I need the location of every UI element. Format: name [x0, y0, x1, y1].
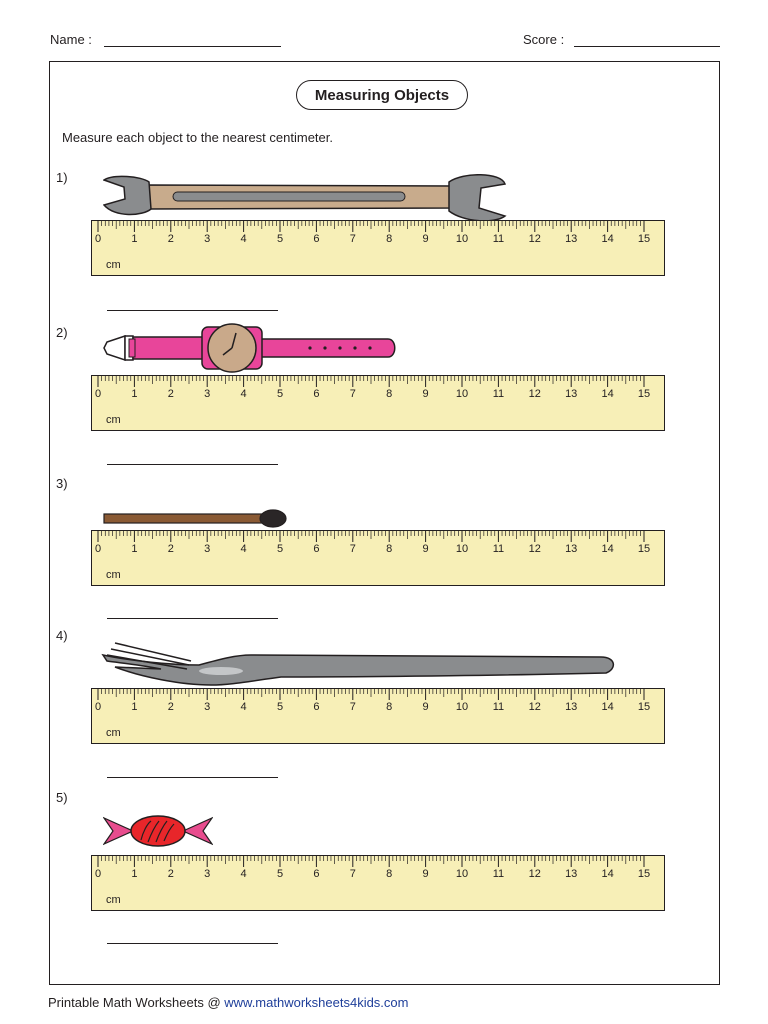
ruler-2	[91, 375, 665, 431]
ruler-tick-label: 7	[349, 233, 356, 245]
answer-field-1[interactable]	[107, 310, 278, 311]
ruler-tick-label: 9	[422, 543, 429, 555]
ruler-unit-label: cm	[106, 259, 121, 271]
ruler-tick-label: 13	[565, 701, 578, 713]
ruler-tick-label: 9	[422, 388, 429, 400]
score-label: Score :	[523, 32, 565, 47]
ruler-unit-label: cm	[106, 894, 121, 906]
ruler-unit-label: cm	[106, 727, 121, 739]
ruler-tick-label: 6	[313, 543, 320, 555]
ruler-tick-label: 12	[528, 233, 541, 245]
ruler-tick-label: 3	[204, 701, 211, 713]
worksheet-title-text: Measuring Objects	[314, 86, 450, 104]
ruler-tick-label: 14	[601, 701, 614, 713]
footer-prefix: Printable Math Worksheets @	[48, 995, 225, 1010]
ruler-tick-label: 0	[94, 233, 102, 245]
fork-icon	[101, 637, 619, 689]
answer-field-5[interactable]	[107, 943, 278, 944]
ruler-tick-label: 0	[94, 388, 102, 400]
question-3-number: 3)	[56, 476, 68, 491]
ruler-tick-label: 11	[492, 868, 505, 880]
ruler-tick-label: 15	[637, 233, 651, 245]
question-2-number: 2)	[56, 325, 68, 340]
name-field[interactable]	[104, 46, 281, 47]
answer-field-3[interactable]	[107, 618, 278, 619]
ruler-unit-label: cm	[106, 569, 121, 581]
ruler-tick-label: 12	[528, 543, 541, 555]
ruler-tick-label: 11	[492, 233, 505, 245]
ruler-tick-label: 3	[204, 233, 211, 245]
ruler-tick-label: 5	[276, 868, 284, 880]
ruler-tick-label: 4	[240, 701, 247, 713]
ruler-tick-label: 12	[528, 701, 541, 713]
ruler-tick-label: 10	[455, 388, 469, 400]
ruler-tick-label: 8	[386, 701, 393, 713]
ruler-tick-label: 8	[386, 388, 393, 400]
ruler-tick-label: 2	[167, 233, 174, 245]
wristwatch-icon	[103, 322, 399, 374]
ruler-tick-label: 12	[528, 388, 541, 400]
ruler-tick-label: 13	[565, 388, 578, 400]
candy-icon	[103, 812, 213, 850]
question-4-number: 4)	[56, 628, 68, 643]
ruler-tick-label: 0	[94, 543, 102, 555]
ruler-tick-label: 8	[386, 868, 393, 880]
ruler-tick-label: 5	[276, 543, 284, 555]
ruler-tick-label: 6	[313, 868, 320, 880]
ruler-tick-label: 12	[528, 868, 541, 880]
answer-field-4[interactable]	[107, 777, 278, 778]
ruler-tick-label: 1	[131, 868, 138, 880]
ruler-tick-label: 5	[276, 388, 284, 400]
ruler-tick-label: 15	[637, 868, 651, 880]
ruler-tick-label: 1	[131, 233, 138, 245]
ruler-tick-label: 13	[565, 543, 578, 555]
ruler-scale	[92, 221, 664, 275]
ruler-scale	[92, 856, 664, 910]
ruler-tick-label: 9	[422, 868, 429, 880]
ruler-tick-label: 2	[167, 388, 174, 400]
ruler-tick-label: 9	[422, 233, 429, 245]
question-5-number: 5)	[56, 790, 68, 805]
ruler-tick-label: 4	[240, 543, 247, 555]
ruler-tick-label: 14	[601, 233, 614, 245]
ruler-tick-label: 3	[204, 388, 211, 400]
ruler-tick-label: 6	[313, 701, 320, 713]
ruler-1	[91, 220, 665, 276]
ruler-tick-label: 3	[204, 543, 211, 555]
wrench-icon	[103, 174, 508, 220]
ruler-tick-label: 7	[349, 701, 356, 713]
ruler-tick-label: 10	[455, 868, 469, 880]
ruler-tick-label: 11	[492, 543, 505, 555]
ruler-tick-label: 3	[204, 868, 211, 880]
ruler-tick-label: 5	[276, 233, 284, 245]
ruler-tick-label: 7	[349, 868, 356, 880]
ruler-3	[91, 530, 665, 586]
ruler-tick-label: 9	[422, 701, 429, 713]
name-label: Name :	[50, 32, 92, 47]
answer-field-2[interactable]	[107, 464, 278, 465]
ruler-unit-label: cm	[106, 414, 121, 426]
ruler-tick-label: 1	[131, 543, 138, 555]
ruler-tick-label: 13	[565, 233, 578, 245]
ruler-tick-label: 8	[386, 233, 393, 245]
ruler-tick-label: 10	[455, 543, 469, 555]
ruler-tick-label: 15	[637, 543, 651, 555]
ruler-tick-label: 15	[637, 388, 651, 400]
ruler-scale	[92, 531, 664, 585]
question-1-number: 1)	[56, 170, 68, 185]
ruler-tick-label: 0	[94, 868, 102, 880]
ruler-tick-label: 7	[349, 388, 356, 400]
ruler-tick-label: 15	[637, 701, 651, 713]
footer-site-link[interactable]: www.mathworksheets4kids.com	[224, 995, 409, 1010]
ruler-tick-label: 14	[601, 388, 614, 400]
ruler-tick-label: 4	[240, 868, 247, 880]
ruler-tick-label: 10	[455, 701, 469, 713]
ruler-tick-label: 6	[313, 388, 320, 400]
worksheet-title	[296, 80, 468, 110]
ruler-4	[91, 688, 665, 744]
ruler-tick-label: 10	[455, 233, 469, 245]
ruler-tick-label: 6	[313, 233, 320, 245]
ruler-tick-label: 1	[131, 701, 138, 713]
ruler-tick-label: 0	[94, 701, 102, 713]
score-field[interactable]	[574, 46, 720, 47]
ruler-tick-label: 4	[240, 233, 247, 245]
footer	[48, 995, 408, 1010]
ruler-5	[91, 855, 665, 911]
ruler-tick-label: 11	[492, 701, 505, 713]
ruler-tick-label: 8	[386, 543, 393, 555]
ruler-tick-label: 5	[276, 701, 284, 713]
ruler-tick-label: 1	[131, 388, 138, 400]
ruler-tick-label: 2	[167, 701, 174, 713]
ruler-tick-label: 7	[349, 543, 356, 555]
ruler-scale	[92, 689, 664, 743]
ruler-tick-label: 11	[492, 388, 505, 400]
ruler-tick-label: 2	[167, 543, 174, 555]
ruler-tick-label: 4	[240, 388, 247, 400]
instructions: Measure each object to the nearest centimeter.	[62, 130, 333, 145]
matchstick-icon	[103, 508, 289, 530]
ruler-tick-label: 14	[601, 868, 614, 880]
ruler-tick-label: 2	[167, 868, 174, 880]
ruler-scale	[92, 376, 664, 430]
ruler-tick-label: 13	[565, 868, 578, 880]
ruler-tick-label: 14	[601, 543, 614, 555]
